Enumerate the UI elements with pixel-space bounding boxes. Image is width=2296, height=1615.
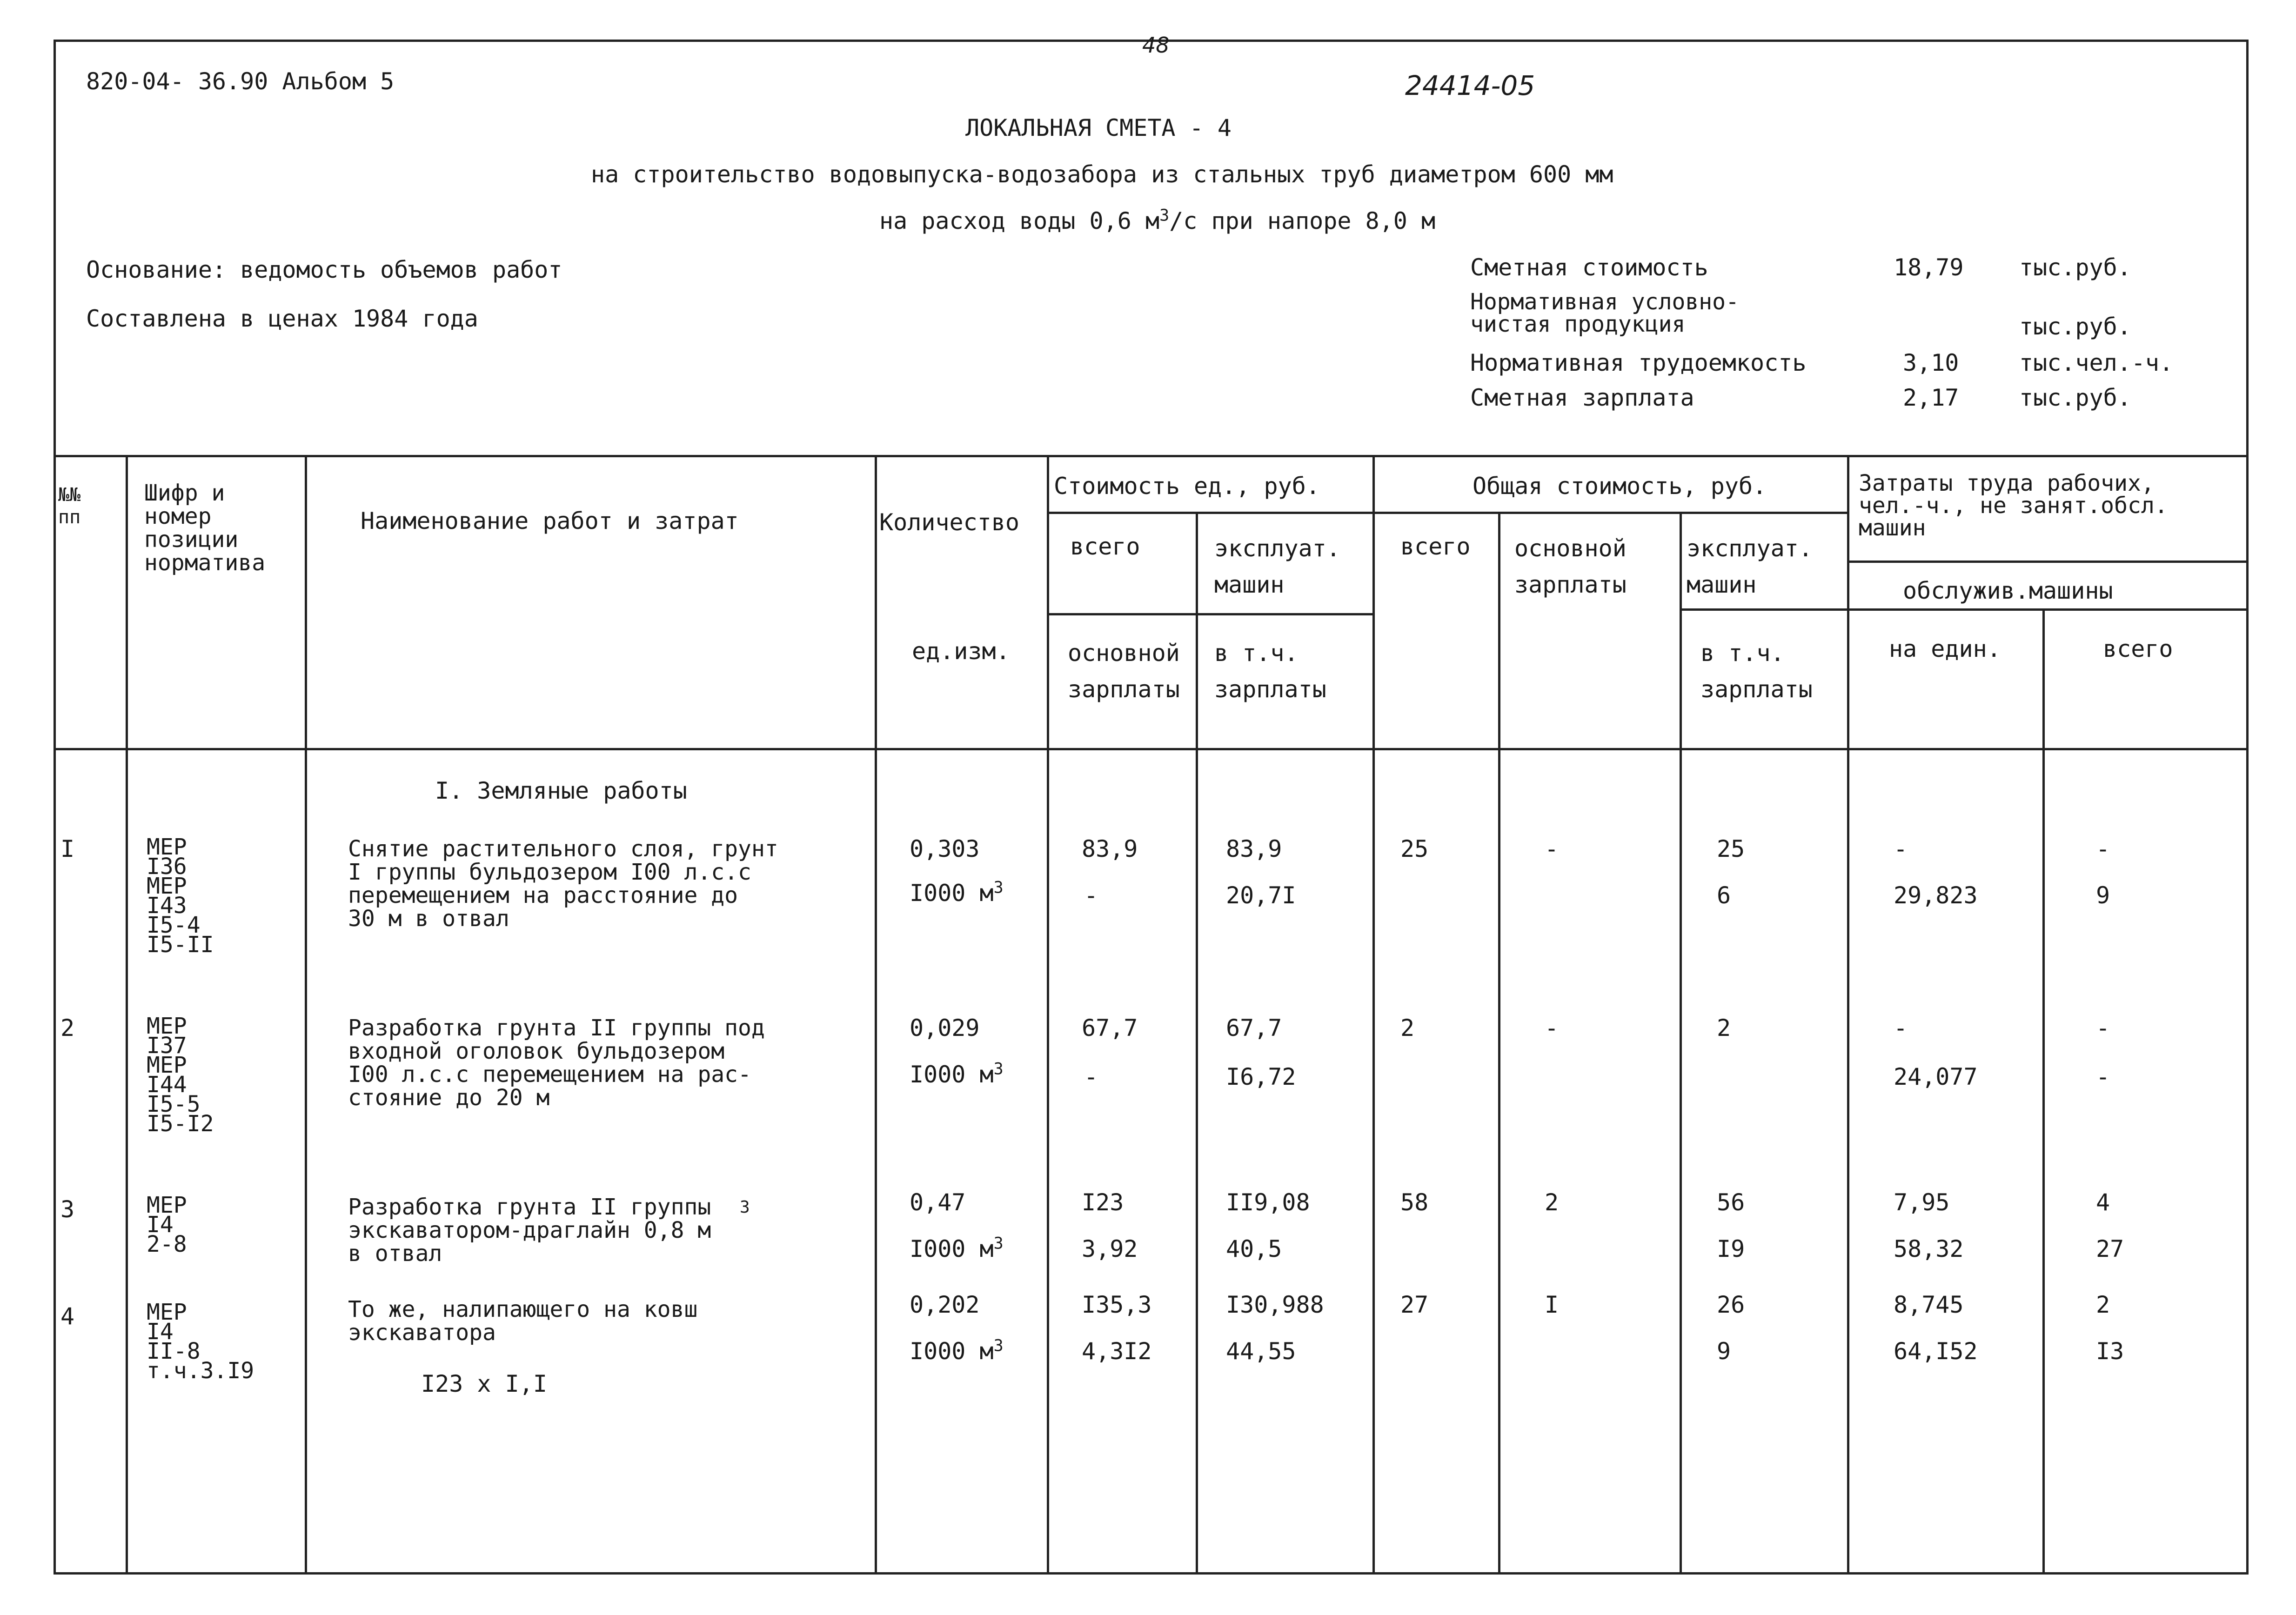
row-qty: 0,029 [910,1014,980,1041]
row-code: МЕР I36 МЕР I43 I5-4 I5-II [147,834,214,958]
row-labor-machines-unit: 29,823 [1894,882,1978,909]
col-line-3 [875,455,877,1575]
row-labor-unit: - [1894,1014,1908,1041]
header-labor-total: всего [2103,635,2173,662]
row-total-machines: 56 [1717,1189,1745,1216]
header-unit-incl-wages: в т.ч. зарплаты [1214,640,1326,703]
col-line-9 [1847,455,1849,1575]
row-unit: I000 $м^3$ [910,1234,1004,1262]
row-total-incl-wages: 6 [1717,882,1731,909]
row-name: Разработка грунта II группы под входной оголовок бульдозером I00 л.с.с перемещением на рас- стояние до 20 м [348,1015,765,1111]
unit-row-line-left [1047,613,1372,615]
header-qty: Количество [879,509,1020,536]
doc-title: ЛОКАЛЬНАЯ СМЕТА - 4 [965,114,1232,141]
col-line-6 [1372,455,1375,1575]
row-unit-machines: 83,9 [1226,835,1282,862]
page-number: 48 [1142,33,1170,58]
summary-unit-cost: тыс.руб. [2019,254,2131,281]
col-line-2 [305,455,307,1575]
row-total-incl-wages: I9 [1717,1235,1745,1262]
labor-subheader-line [1847,561,2249,563]
table-header-bottom [54,748,2249,750]
row-name: Разработка грунта II группы экскаватором-драглайн 0,8 м в отвал [348,1194,711,1267]
row-labor-total: - [2096,835,2110,862]
row-code: МЕР I4 II-8 т.ч.3.I9 [147,1299,254,1384]
header-num: №№ пп [58,484,81,528]
header-total-incl-wages: в т.ч. зарплаты [1700,640,1813,703]
row-total-incl-wages: 9 [1717,1338,1731,1365]
summary-unit-labor: тыс.чел.-ч. [2019,349,2174,376]
row-unit-wages: - [1084,1063,1098,1090]
unit-row-line-right [1680,608,2249,611]
row-unit-total: 83,9 [1082,835,1138,862]
row-num: 4 [60,1303,75,1330]
row-labor-machines-total: 9 [2096,882,2110,909]
row-unit-total: I23 [1082,1189,1124,1216]
row-unit-machines: 67,7 [1226,1014,1282,1041]
row-labor-machines-total: I3 [2096,1338,2124,1365]
row-total-all: 27 [1400,1291,1429,1318]
row-name: То же, налипающего на ковш экскаватора [348,1296,698,1346]
row-labor-total: 2 [2096,1291,2110,1318]
row-labor-machines-unit: 24,077 [1894,1063,1978,1090]
header-unit-measure: ед.изм. [912,638,1010,665]
header-labor-per-unit: на един. [1889,635,2001,662]
row-total-machines: 2 [1717,1014,1731,1041]
row-unit-wages: 4,3I2 [1082,1338,1152,1365]
header-unit-cost: Стоимость ед., руб. [1054,473,1320,500]
header-unit-total: всего [1070,533,1140,560]
row-total-wages: 2 [1545,1189,1559,1216]
row-name: Снятие растительного слоя, грунт I группы бульдозером I00 л.с.с перемещением на расстояние до 30 м в отвал [348,836,778,932]
summary-label-labor: Нормативная трудоемкость [1470,349,1807,376]
row-labor-unit: - [1894,835,1908,862]
row-qty: 0,47 [910,1189,966,1216]
cost-subheader-line [1047,512,1847,514]
row-unit-total: I35,3 [1082,1291,1152,1318]
prices-text: Составлена в ценах 1984 года [86,305,478,332]
doc-subtitle-1: на строительство водовыпуска-водозабора из стальных труб диаметром 600 мм [591,161,1613,188]
row-labor-total: - [2096,1014,2110,1041]
row-labor-unit: 7,95 [1894,1189,1950,1216]
summary-value-labor: 3,10 [1903,349,1959,376]
row-qty: 0,303 [910,835,980,862]
inventory-number: 24414-05 [1405,70,1535,101]
header-unit-wages: основной зарплаты [1068,640,1180,703]
basis-text: Основание: ведомость объемов работ [86,256,562,283]
header-total-cost: Общая стоимость, руб. [1473,473,1767,500]
row-name-superscript: 3 [740,1198,750,1217]
row-total-machines: 26 [1717,1291,1745,1318]
summary-value-wages: 2,17 [1903,384,1959,411]
col-line-4 [1047,455,1049,1575]
row-total-all: 25 [1400,835,1429,862]
col-line-10 [2042,608,2045,1575]
row-num: 2 [60,1014,75,1041]
row-unit-total: 67,7 [1082,1014,1138,1041]
col-line-1 [126,455,128,1575]
row-labor-unit: 8,745 [1894,1291,1964,1318]
row-unit-wages: - [1084,882,1098,909]
row-unit-incl-wages: 44,55 [1226,1338,1296,1365]
row-unit-incl-wages: 40,5 [1226,1235,1282,1262]
row-unit-machines: I30,988 [1226,1291,1324,1318]
row-unit: I000 $м^3$ [910,1336,1004,1365]
col-line-8 [1680,512,1682,1575]
row-unit-wages: 3,92 [1082,1235,1138,1262]
row-total-wages: - [1545,1014,1559,1041]
table-top-border [54,455,2249,457]
row-unit: I000 $м^3$ [910,1060,1004,1088]
summary-unit-product: тыс.руб. [2019,313,2131,340]
summary-label-cost: Сметная стоимость [1470,254,1708,281]
row-unit-machines: II9,08 [1226,1189,1310,1216]
row-labor-machines-total: 27 [2096,1235,2124,1262]
row-num: 3 [60,1196,75,1223]
row-code: МЕР I4 2-8 [147,1192,187,1257]
row-name-formula: I23 x I,I [421,1370,547,1397]
header-unit-machines: эксплуат. машин [1214,535,1340,598]
row-total-machines: 25 [1717,835,1745,862]
header-total-machines: эксплуат. машин [1687,535,1813,598]
summary-label-product: Нормативная условно- чистая продукция [1470,289,1739,337]
doc-subtitle-2: на расход воды 0,6 $м^3/с$ при напоре 8,0 м [879,206,1436,234]
summary-unit-wages: тыс.руб. [2019,384,2131,411]
row-unit: I000 $м^3$ [910,878,1004,907]
row-total-all: 2 [1400,1014,1415,1041]
row-labor-machines-total: - [2096,1063,2110,1090]
summary-value-cost: 18,79 [1894,254,1964,281]
header-total-all: всего [1400,533,1471,560]
summary-label-wages: Сметная зарплата [1470,384,1694,411]
col-line-7 [1498,512,1500,1575]
header-code: Шифр и номер позиции норматива [144,480,266,576]
row-total-wages: - [1545,835,1559,862]
row-labor-total: 4 [2096,1189,2110,1216]
row-total-wages: I [1545,1291,1559,1318]
header-labor: Затраты труда рабочих, чел.-ч., не занят.обсл. машин [1859,470,2168,541]
row-labor-machines-unit: 64,I52 [1894,1338,1978,1365]
row-code: МЕР I37 МЕР I44 I5-5 I5-I2 [147,1013,214,1137]
row-unit-incl-wages: 20,7I [1226,882,1296,909]
row-num: I [60,835,75,862]
header-total-wages: основной зарплаты [1514,535,1627,598]
row-labor-machines-unit: 58,32 [1894,1235,1964,1262]
row-unit-incl-wages: I6,72 [1226,1063,1296,1090]
section-title: I. Земляные работы [435,777,687,804]
col-line-5 [1196,512,1198,1575]
row-qty: 0,202 [910,1291,980,1318]
doc-code: 820-04- 36.90 Альбом 5 [86,68,395,95]
header-labor-machines: обслужив.машины [1903,577,2113,604]
header-name: Наименование работ и затрат [361,507,739,534]
row-total-all: 58 [1400,1189,1429,1216]
